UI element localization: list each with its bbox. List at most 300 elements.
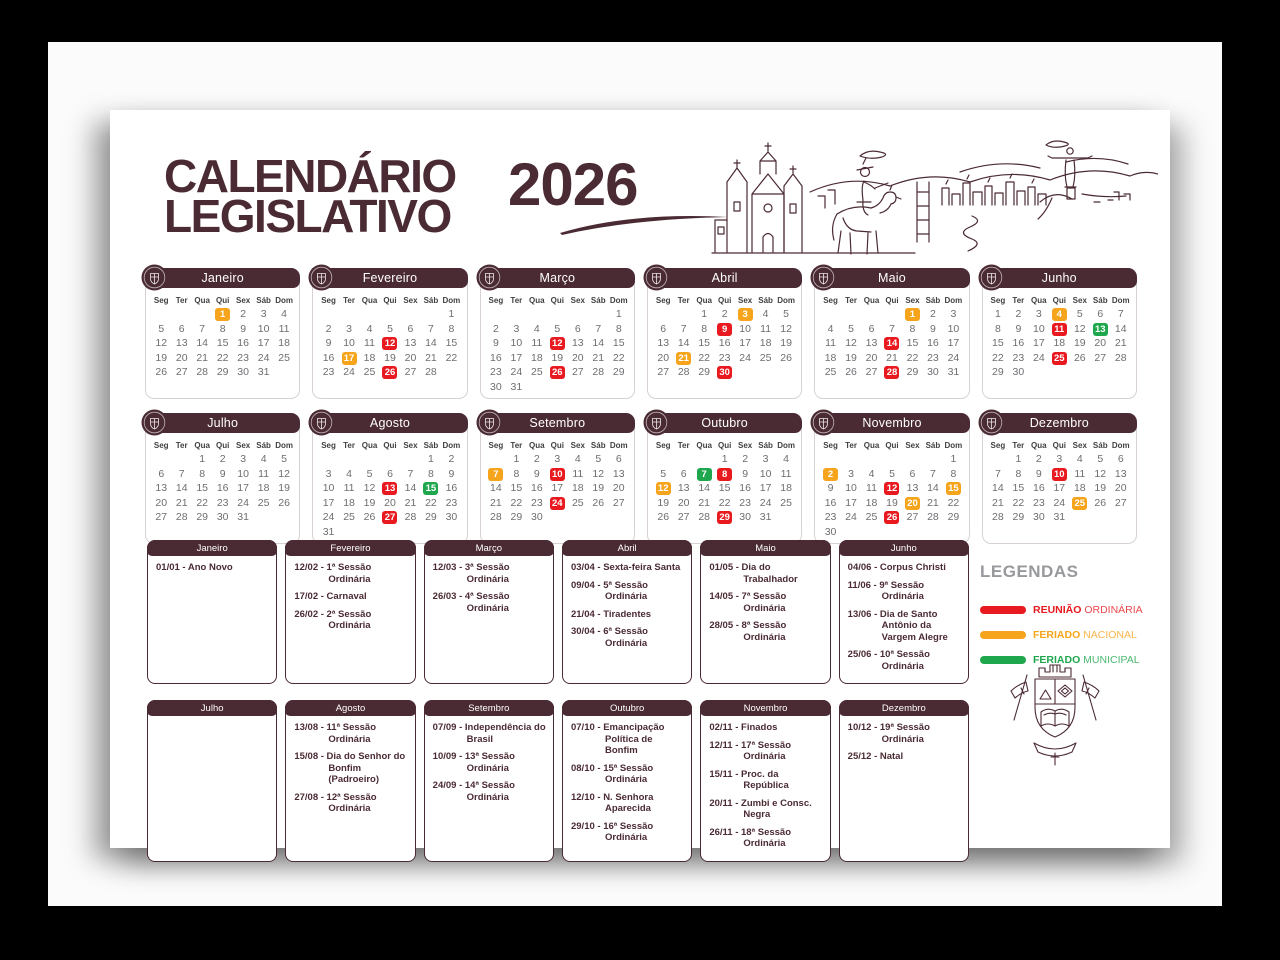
empty-day-cell — [653, 452, 673, 467]
month-card — [312, 413, 467, 544]
empty-day-cell — [151, 452, 171, 467]
day-cell: 5 — [783, 308, 789, 320]
empty-day-cell — [547, 307, 567, 322]
weekday-row — [486, 293, 629, 307]
day-cell: 5 — [554, 322, 561, 335]
day-cell: 31 — [322, 525, 335, 538]
day-cell: 26 — [155, 366, 168, 378]
day-cell — [1049, 467, 1069, 482]
day-cell: 20 — [612, 482, 625, 494]
day-cell: 15 — [698, 337, 711, 349]
day-cell: 12 — [845, 337, 857, 349]
event-box-title: Dezembro — [881, 702, 926, 714]
day-cell: 23 — [1032, 496, 1045, 509]
event-item: 12/10 - N. Senhora Aparecida — [570, 791, 654, 814]
day-cell: 7 — [407, 467, 414, 480]
day-cell: 8 — [199, 467, 206, 480]
day-cell: 13 — [155, 482, 168, 494]
crest-badge-icon — [978, 264, 1005, 291]
day-cell — [380, 481, 400, 496]
event-item: 10/09 - 13ª Sessão Ordinária — [432, 751, 515, 774]
day-cell: 2 — [325, 322, 332, 335]
day-cell: 14 — [175, 482, 188, 494]
weekday-label: Qui — [215, 296, 230, 305]
empty-day-cell — [339, 452, 359, 467]
month-card-header — [982, 413, 1137, 433]
day-cell — [673, 351, 693, 366]
weekday-label: Sex — [905, 296, 920, 305]
day-cell: 3 — [513, 322, 520, 335]
event-item: 01/01 - Ano Novo — [156, 562, 233, 573]
weekday-label: Dom — [777, 296, 795, 305]
day-cell: 22 — [718, 496, 731, 509]
day-cell: 16 — [1032, 482, 1045, 494]
crest-badge-icon — [476, 264, 503, 291]
weekday-row — [820, 438, 963, 452]
month-card-header — [312, 413, 467, 433]
day-cell: 6 — [574, 322, 581, 335]
day-grid — [318, 307, 461, 380]
day-cell: 16 — [824, 496, 837, 509]
day-cell: 14 — [992, 482, 1004, 494]
day-cell: 4 — [260, 453, 267, 465]
day-cell: 11 — [364, 337, 375, 349]
day-cell: 7 — [680, 322, 687, 335]
day-mark-session: 29 — [717, 511, 732, 524]
crest-badge-icon — [308, 409, 335, 436]
month-title: Maio — [878, 271, 906, 285]
day-mark-session: 8 — [717, 468, 732, 481]
event-item: 27/08 - 12ª Sessão Ordinária — [294, 791, 377, 814]
day-cell: 16 — [490, 351, 502, 364]
day-cell: 12 — [1094, 467, 1107, 480]
weekday-row — [820, 293, 963, 307]
day-cell: 21 — [927, 496, 939, 509]
day-cell: 7 — [994, 467, 1001, 480]
weekday-row — [988, 293, 1131, 307]
day-cell: 14 — [927, 482, 939, 494]
day-cell: 4 — [783, 453, 789, 465]
day-cell: 17 — [322, 496, 335, 509]
day-cell: 29 — [1012, 511, 1025, 523]
day-cell: 28 — [196, 366, 209, 378]
day-mark-session: 27 — [382, 511, 397, 524]
day-cell: 17 — [257, 337, 270, 349]
day-cell: 12 — [363, 482, 376, 494]
empty-day-cell — [988, 452, 1008, 467]
day-grid — [988, 452, 1131, 525]
day-mark-national: 21 — [676, 352, 691, 365]
day-cell: 16 — [216, 482, 229, 494]
day-cell: 31 — [759, 511, 772, 523]
event-item: 20/11 - Zumbi e Consc. Negra — [709, 797, 812, 820]
event-item: 25/06 - 10ª Sessão Ordinária — [847, 649, 930, 672]
day-cell: 13 — [906, 482, 919, 494]
day-cell: 10 — [343, 337, 355, 349]
day-cell: 11 — [1074, 467, 1086, 480]
weekday-row — [653, 438, 796, 452]
weekday-label: Seg — [321, 441, 336, 450]
day-cell: 5 — [158, 322, 165, 335]
day-cell — [1049, 307, 1069, 322]
day-cell: 3 — [240, 453, 247, 465]
legend-label — [1033, 629, 1137, 641]
day-cell: 13 — [175, 337, 188, 349]
day-cell: 1 — [428, 453, 434, 465]
day-cell: 5 — [595, 453, 602, 465]
event-box — [562, 700, 692, 862]
day-mark-session: 14 — [884, 337, 899, 350]
day-cell: 17 — [551, 482, 564, 494]
day-cell: 13 — [1114, 467, 1127, 480]
event-item: 12/11 - 17ª Sessão Ordinária — [709, 739, 792, 762]
crest-badge-icon — [978, 409, 1005, 436]
empty-day-cell — [400, 307, 420, 322]
empty-day-cell — [421, 307, 441, 322]
month-card-header — [145, 413, 300, 433]
event-box-header — [562, 700, 692, 716]
empty-day-cell — [841, 452, 861, 467]
day-cell: 21 — [175, 496, 188, 509]
event-box-title: Abril — [617, 542, 637, 554]
day-mark-session: 12 — [884, 482, 899, 495]
day-cell: 6 — [660, 322, 667, 335]
day-cell: 29 — [510, 511, 523, 523]
event-box-title: Março — [475, 542, 503, 554]
event-item: 15/08 - Dia do Senhor do Bonfim (Padroeiro) — [294, 751, 406, 785]
day-cell — [714, 322, 734, 337]
month-card-header — [480, 268, 635, 288]
legend-label-bold: FERIADO — [1033, 654, 1084, 666]
day-mark-municipal: 13 — [1093, 323, 1108, 336]
event-item: 07/09 - Independência do Brasil — [432, 722, 546, 745]
day-cell: 29 — [992, 366, 1004, 378]
weekday-label: Dom — [275, 441, 293, 450]
day-cell: 12 — [780, 322, 792, 335]
month-title: Janeiro — [201, 271, 244, 285]
weekday-label: Dom — [609, 296, 628, 305]
day-cell: 28 — [490, 511, 502, 523]
day-cell: 9 — [742, 467, 749, 480]
day-cell: 5 — [848, 322, 854, 335]
day-cell: 8 — [448, 322, 455, 335]
event-box — [700, 540, 830, 684]
month-card — [145, 413, 300, 544]
weekday-label: Seg — [655, 441, 671, 450]
day-cell: 30 — [1012, 366, 1025, 378]
event-box — [285, 700, 415, 862]
day-cell: 3 — [260, 308, 267, 320]
empty-day-cell — [380, 307, 400, 322]
day-cell: 10 — [947, 322, 960, 335]
event-item: 30/04 - 6ª Sessão Ordinária — [570, 626, 648, 649]
day-cell: 13 — [657, 337, 670, 349]
empty-day-cell — [568, 307, 588, 322]
event-item: 08/10 - 15ª Sessão Ordinária — [570, 762, 654, 785]
day-cell: 17 — [1053, 482, 1066, 494]
day-cell: 29 — [425, 511, 437, 523]
day-cell: 18 — [759, 337, 772, 349]
empty-day-cell — [380, 452, 400, 467]
page-year: 2026 — [508, 151, 638, 218]
empty-day-cell — [841, 307, 861, 322]
weekday-label: Ter — [1012, 441, 1025, 450]
month-card — [982, 268, 1137, 399]
day-cell: 11 — [760, 322, 772, 335]
day-cell: 28 — [404, 511, 417, 523]
event-item: 04/06 - Corpus Christi — [847, 562, 946, 573]
day-cell: 22 — [612, 351, 625, 364]
day-cell: 23 — [530, 496, 543, 509]
day-cell: 9 — [827, 482, 834, 494]
day-cell: 27 — [677, 511, 690, 523]
day-cell — [882, 510, 902, 525]
day-cell: 24 — [322, 511, 335, 523]
day-cell: 2 — [930, 308, 936, 320]
day-mark-municipal: 7 — [697, 468, 712, 481]
day-cell: 19 — [363, 496, 376, 509]
empty-day-cell — [923, 452, 943, 467]
day-cell: 21 — [490, 496, 502, 509]
day-cell — [902, 307, 922, 322]
day-cell — [1049, 322, 1069, 337]
legend-item — [980, 629, 1156, 641]
day-cell: 1 — [513, 453, 520, 465]
month-title: Março — [539, 271, 576, 285]
month-title: Dezembro — [1029, 416, 1089, 430]
weekday-label: Ter — [510, 296, 523, 305]
day-cell: 4 — [1076, 453, 1083, 465]
day-cell: 30 — [445, 511, 458, 523]
weekday-label: Dom — [1111, 296, 1130, 305]
day-mark-national: 1 — [905, 308, 920, 321]
day-cell: 8 — [701, 322, 708, 335]
day-cell: 11 — [825, 337, 837, 349]
weekday-label: Seg — [990, 441, 1006, 450]
weekday-label: Ter — [175, 296, 188, 305]
day-cell: 10 — [1032, 322, 1045, 335]
day-cell: 5 — [660, 467, 667, 480]
day-cell: 28 — [677, 366, 690, 378]
day-cell — [882, 481, 902, 496]
day-cell: 27 — [404, 366, 417, 378]
day-cell: 4 — [868, 467, 875, 480]
day-cell: 19 — [384, 351, 396, 364]
weekday-label: Dom — [944, 441, 963, 450]
day-cell: 25 — [865, 511, 878, 523]
day-cell: 19 — [278, 482, 290, 494]
day-cell: 19 — [1073, 337, 1086, 349]
day-cell: 23 — [490, 366, 502, 378]
page-title — [164, 150, 456, 242]
day-cell — [1070, 496, 1090, 511]
month-title: Outubro — [701, 416, 748, 430]
day-mark-session: 11 — [1052, 323, 1067, 336]
weekday-label: Sáb — [758, 441, 773, 450]
legend-items — [980, 604, 1156, 666]
event-item: 12/03 - 3ª Sessão Ordinária — [432, 562, 510, 585]
day-mark-session: 12 — [550, 337, 565, 350]
day-cell: 6 — [158, 467, 165, 480]
day-mark-national: 2 — [823, 468, 838, 481]
day-cell: 25 — [343, 511, 355, 523]
weekday-label: Dom — [442, 296, 461, 305]
day-cell: 21 — [404, 496, 417, 509]
weekday-label: Sex — [236, 296, 251, 305]
day-mark-national: 15 — [946, 482, 961, 495]
day-cell: 15 — [445, 337, 458, 349]
weekday-label: Seg — [321, 296, 336, 305]
event-item: 13/08 - 11ª Sessão Ordinária — [294, 722, 377, 745]
day-mark-session: 30 — [717, 366, 732, 379]
day-cell: 6 — [407, 322, 414, 335]
day-cell: 20 — [1094, 337, 1107, 349]
day-cell: 22 — [216, 351, 229, 364]
day-cell: 26 — [278, 496, 290, 509]
weekday-label: Qua — [1031, 296, 1047, 305]
weekday-label: Sáb — [1092, 441, 1108, 450]
day-cell: 8 — [219, 322, 226, 335]
day-grid — [486, 452, 629, 525]
day-cell: 19 — [886, 496, 898, 509]
day-cell: 4 — [346, 467, 352, 480]
day-cell: 29 — [698, 366, 711, 378]
day-cell: 31 — [237, 511, 249, 523]
day-cell: 20 — [155, 496, 168, 509]
month-card — [312, 268, 467, 399]
day-cell: 10 — [510, 337, 523, 349]
day-cell: 18 — [865, 496, 878, 509]
day-cell: 6 — [387, 467, 393, 480]
day-cell: 8 — [1015, 467, 1022, 480]
day-mark-national: 7 — [488, 468, 503, 481]
day-cell: 4 — [281, 308, 287, 320]
weekday-label: Sex — [570, 441, 585, 450]
empty-day-cell — [359, 307, 379, 322]
weekday-label: Ter — [677, 441, 690, 450]
day-cell — [735, 307, 755, 322]
day-cell: 14 — [404, 482, 417, 494]
day-grid — [653, 307, 796, 380]
day-mark-national: 3 — [738, 308, 753, 321]
day-cell: 12 — [155, 337, 168, 349]
weekday-label: Qua — [361, 441, 378, 450]
event-box-header — [285, 700, 415, 716]
event-box-header — [839, 540, 969, 556]
day-cell: 31 — [1053, 511, 1066, 523]
weekday-row — [151, 293, 294, 307]
day-cell: 11 — [278, 322, 290, 335]
day-cell: 21 — [425, 351, 437, 364]
empty-day-cell — [882, 452, 902, 467]
month-card-header — [145, 268, 300, 288]
day-cell: 2 — [1015, 308, 1022, 320]
weekday-label: Dom — [609, 441, 628, 450]
day-cell: 23 — [1012, 351, 1025, 364]
day-cell: 9 — [492, 337, 499, 349]
event-box — [424, 700, 554, 862]
day-cell: 6 — [615, 453, 622, 465]
event-box — [424, 540, 554, 684]
day-cell: 7 — [178, 467, 185, 480]
day-mark-session: 9 — [717, 323, 732, 336]
event-item: 13/06 - Dia de Santo Antônio da Vargem Alegre — [847, 608, 948, 643]
day-cell: 3 — [346, 322, 352, 335]
day-cell: 3 — [848, 467, 854, 480]
day-cell: 17 — [947, 337, 960, 349]
weekday-label: Qui — [215, 441, 230, 450]
day-cell: 20 — [1114, 482, 1127, 494]
day-cell: 24 — [947, 351, 960, 364]
day-cell: 22 — [1012, 496, 1025, 509]
weekday-row — [318, 293, 461, 307]
day-cell: 28 — [992, 511, 1004, 523]
day-cell: 3 — [762, 453, 769, 465]
weekday-label: Sáb — [758, 296, 773, 305]
day-cell: 3 — [554, 453, 561, 465]
day-cell: 5 — [366, 467, 373, 480]
day-cell: 16 — [927, 337, 939, 349]
empty-day-cell — [861, 452, 881, 467]
coat-of-arms — [1005, 658, 1105, 770]
day-cell: 6 — [1117, 453, 1124, 465]
day-cell: 6 — [1097, 308, 1104, 320]
weekday-label: Qui — [383, 441, 397, 450]
day-cell — [380, 365, 400, 380]
crest-badge-icon — [643, 409, 670, 436]
day-cell: 20 — [384, 496, 396, 509]
weekday-label: Qui — [717, 296, 732, 305]
weekday-label: Qua — [1031, 441, 1047, 450]
day-mark-session: 26 — [550, 366, 565, 379]
day-cell: 27 — [1094, 351, 1107, 364]
day-cell: 5 — [1097, 453, 1104, 465]
day-cell: 30 — [216, 511, 229, 523]
event-box — [839, 700, 969, 862]
day-cell: 9 — [533, 467, 540, 480]
crest-badge-icon — [810, 264, 837, 291]
day-cell: 21 — [698, 496, 711, 509]
weekday-label: Dom — [275, 296, 293, 305]
day-mark-national: 25 — [1072, 497, 1087, 510]
day-cell: 13 — [612, 467, 625, 480]
day-cell: 19 — [657, 496, 670, 509]
day-cell — [820, 467, 840, 482]
day-cell: 4 — [533, 322, 540, 335]
empty-day-cell — [527, 307, 547, 322]
day-cell: 14 — [490, 482, 502, 494]
day-cell: 29 — [947, 511, 960, 523]
empty-day-cell — [359, 452, 379, 467]
day-cell: 9 — [930, 322, 936, 335]
day-cell: 17 — [237, 482, 249, 494]
day-mark-national: 1 — [215, 308, 230, 321]
day-cell: 25 — [759, 351, 772, 364]
event-item: 09/04 - 5ª Sessão Ordinária — [570, 579, 648, 602]
day-cell: 22 — [947, 496, 960, 509]
month-card-header — [647, 268, 802, 288]
day-cell: 29 — [906, 366, 919, 378]
day-cell: 28 — [1114, 351, 1127, 364]
weekday-label: Qua — [696, 296, 712, 305]
day-cell: 27 — [906, 511, 919, 523]
day-cell: 25 — [530, 366, 543, 378]
day-cell: 28 — [927, 511, 939, 523]
day-cell: 30 — [237, 366, 249, 378]
day-cell: 26 — [845, 366, 857, 378]
event-item: 12/02 - 1ª Sessão Ordinária — [294, 562, 372, 585]
day-cell — [714, 510, 734, 525]
